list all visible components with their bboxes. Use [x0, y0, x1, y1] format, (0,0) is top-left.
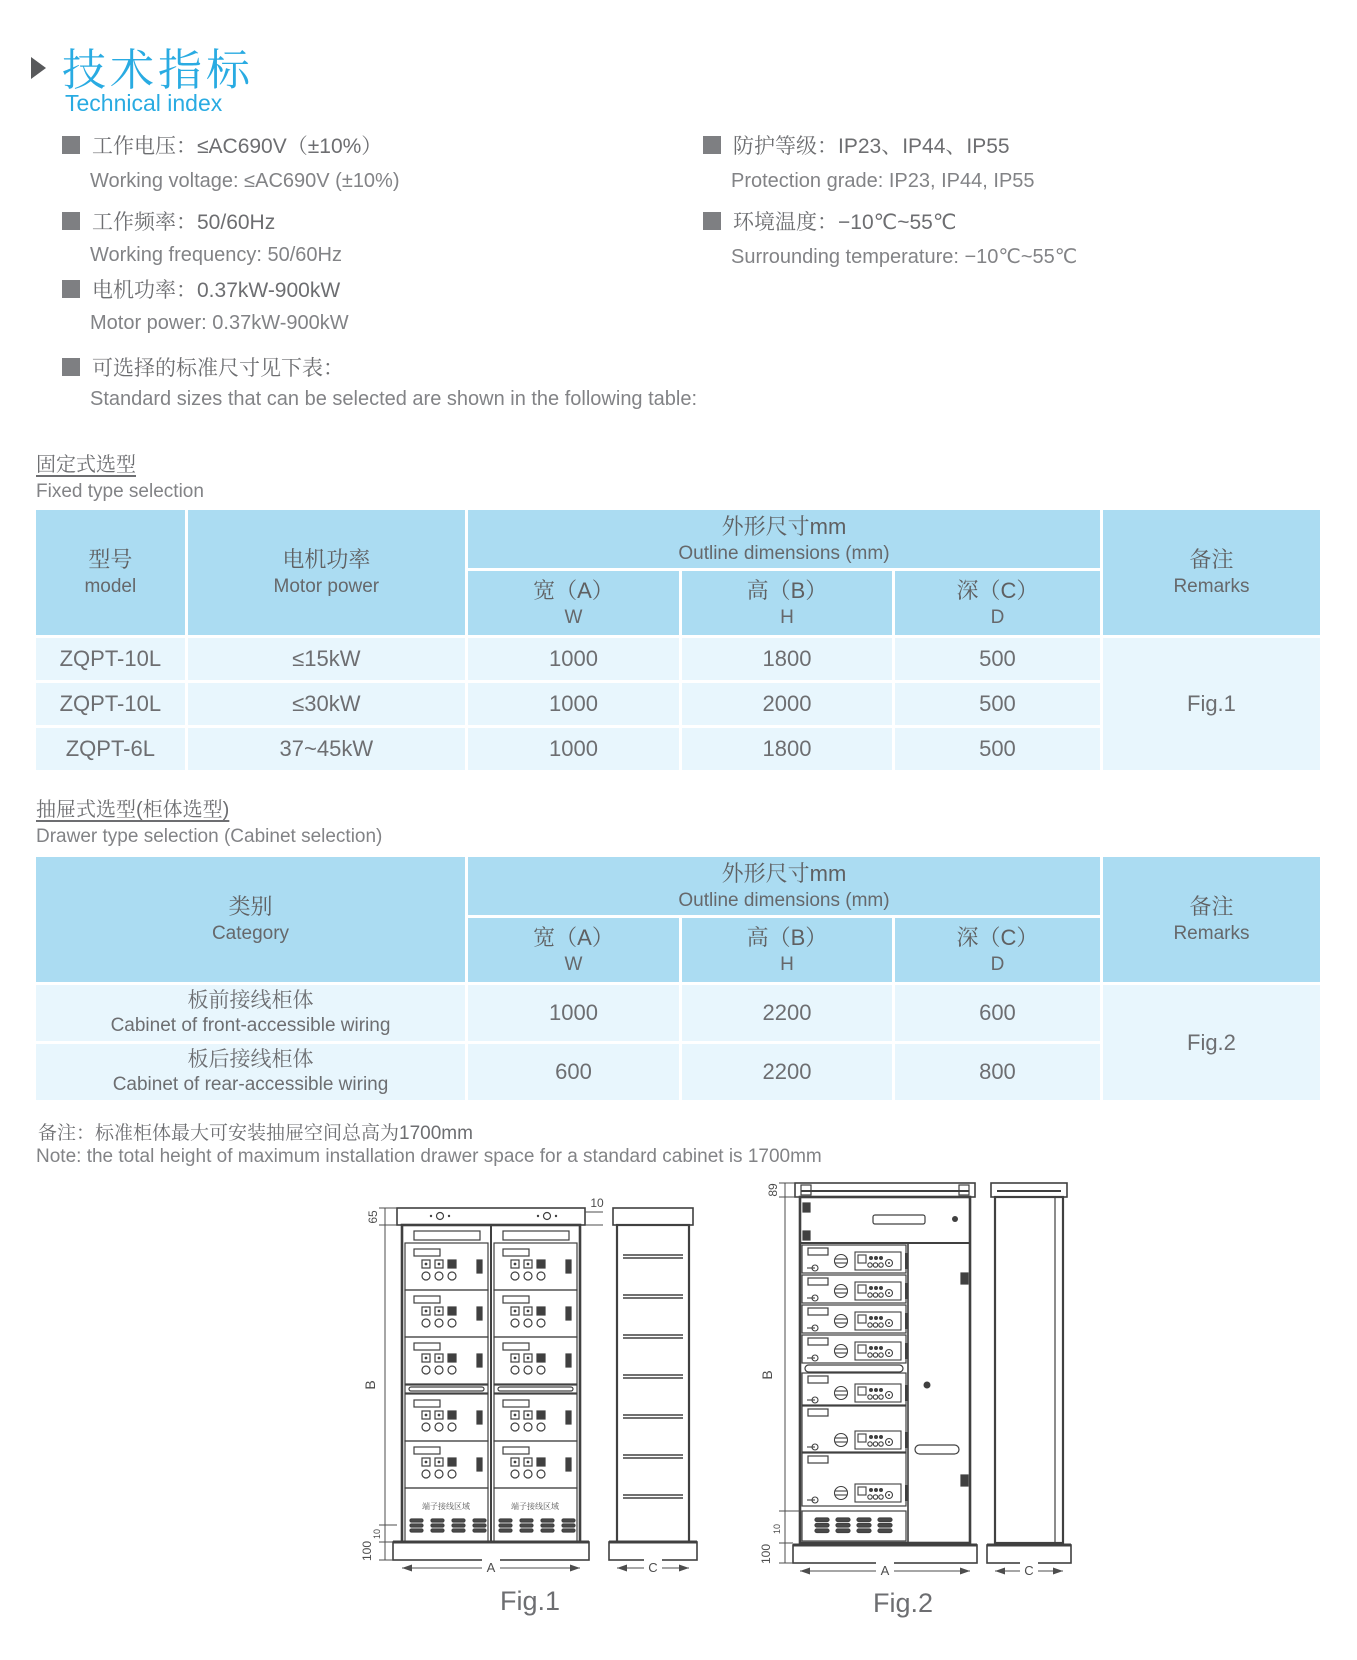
header-d-en: D: [990, 606, 1005, 628]
square-bullet-icon: [703, 212, 721, 230]
note-zh: 备注：标准柜体最大可安装抽屉空间总高为1700mm: [38, 1123, 473, 1144]
header-power-zh: 电机功率: [282, 547, 371, 573]
header-outline-en: Outline dimensions (mm): [678, 542, 890, 564]
fig2-dim-cap: 89: [766, 1183, 780, 1197]
spec-working-voltage: [62, 130, 382, 160]
header-h-zh: 高（B）: [746, 577, 828, 603]
spec-standard-sizes: [62, 352, 344, 382]
header-remarks-zh: 备注: [1189, 894, 1234, 920]
header-d-en: D: [990, 953, 1005, 975]
category-zh: 板后接线柜体: [187, 1048, 314, 1071]
col-header-depth: [895, 571, 1100, 635]
cell-model: ZQPT-10L: [36, 638, 185, 680]
header-outline-en: Outline dimensions (mm): [678, 889, 890, 911]
square-bullet-icon: [62, 280, 80, 298]
spec-motor-power: [62, 274, 340, 304]
fig1-dim-base: 100: [360, 1540, 374, 1562]
col-header-category: [36, 857, 465, 982]
header-h-zh: 高（B）: [746, 924, 828, 950]
col-header-depth: [895, 918, 1100, 982]
page-title-en: Technical index: [65, 90, 223, 116]
table-row: [36, 985, 1320, 1041]
table2-title-en: Drawer type selection (Cabinet selection): [36, 826, 383, 847]
fig2-caption: Fig.2: [872, 1588, 934, 1618]
category-en: Cabinet of front-accessible wiring: [110, 1015, 391, 1037]
header-h-en: H: [780, 953, 794, 975]
spec-working-frequency-en: Working frequency: 50/60Hz: [90, 244, 342, 266]
header-model-zh: 型号: [88, 547, 133, 573]
fig2-dim-base: 100: [759, 1543, 773, 1565]
cell-width: 1000: [468, 985, 679, 1041]
fig1-dim-depth: C: [648, 1560, 658, 1575]
spec-text-zh: 工作电压：≤AC690V（±10%）: [92, 135, 383, 158]
fixed-type-table: [33, 507, 1323, 773]
fig1-terminal-label: 端子接线区域: [422, 1502, 470, 1511]
header-w-zh: 宽（A）: [533, 924, 614, 950]
cell-height: 2200: [682, 985, 892, 1041]
header-h-en: H: [780, 606, 794, 628]
col-header-remarks: [1103, 510, 1320, 635]
cell-width: 1000: [468, 638, 679, 680]
fig2-dim-bottom-small: 10: [772, 1523, 782, 1535]
cell-category: [36, 985, 465, 1041]
header-w-en: W: [564, 953, 583, 975]
fig2-drawing: [755, 1145, 1075, 1625]
cell-width: 1000: [468, 683, 679, 725]
spec-working-voltage-en: Working voltage: ≤AC690V (±10%): [90, 170, 400, 192]
cell-width: 600: [468, 1044, 679, 1100]
header-d-zh: 深（C）: [956, 924, 1039, 950]
fig1-dim-top-right: 10: [590, 1196, 604, 1210]
cell-remarks: Fig.2: [1103, 985, 1320, 1100]
cell-height: 1800: [682, 728, 892, 770]
fig1-terminal-label: 端子接线区域: [511, 1502, 559, 1511]
spec-protection-grade: [703, 130, 1010, 160]
square-bullet-icon: [703, 136, 721, 154]
category-zh: 板前接线柜体: [187, 989, 314, 1012]
table1-title-zh: 固定式选型: [36, 454, 136, 476]
fig2-side-view: [987, 1183, 1071, 1563]
spec-surrounding-temperature-en: Surrounding temperature: −10℃~55℃: [731, 246, 1078, 268]
col-header-width: [468, 571, 679, 635]
fig1-dim-height: B: [362, 1380, 378, 1390]
cell-remarks: Fig.1: [1103, 638, 1320, 770]
header-remarks-en: Remarks: [1173, 923, 1250, 944]
fig1-drawing: [335, 1195, 705, 1580]
header-w-en: W: [564, 606, 583, 628]
header-category-en: Category: [211, 923, 290, 944]
col-header-height: [682, 571, 892, 635]
header-remarks-en: Remarks: [1173, 576, 1250, 597]
fig2-dim-width: A: [880, 1563, 890, 1578]
header-outline-zh: 外形尺寸mm: [721, 513, 847, 539]
fig2-dim-height: B: [759, 1370, 775, 1380]
table-row: [36, 638, 1320, 680]
header-model-en: model: [84, 576, 137, 597]
spec-standard-sizes-en: Standard sizes that can be selected are shown in the following table:: [90, 388, 698, 410]
col-header-remarks: [1103, 857, 1320, 982]
spec-surrounding-temperature: [703, 206, 956, 236]
cell-model: ZQPT-10L: [36, 683, 185, 725]
fig1-dim-cap: 65: [366, 1210, 380, 1224]
header-remarks-zh: 备注: [1189, 547, 1234, 573]
square-bullet-icon: [62, 212, 80, 230]
col-header-outline-dimensions: [468, 510, 1100, 568]
square-bullet-icon: [62, 136, 80, 154]
cell-depth: 800: [895, 1044, 1100, 1100]
table1-title-en: Fixed type selection: [36, 481, 204, 502]
col-header-width: [468, 918, 679, 982]
col-header-height: [682, 918, 892, 982]
fig1-dimension-lines: [379, 1208, 689, 1572]
cell-depth: 500: [895, 683, 1100, 725]
note-en: Note: the total height of maximum installation drawer space for a standard cabinet is 1700mm: [36, 1146, 822, 1167]
col-header-motor-power: [188, 510, 465, 635]
cell-model: ZQPT-6L: [36, 728, 185, 770]
fig2-dim-depth: C: [1024, 1563, 1034, 1578]
header-d-zh: 深（C）: [956, 577, 1039, 603]
fig1-caption: Fig.1: [499, 1586, 561, 1616]
cell-power: 37~45kW: [188, 728, 465, 770]
header-power-en: Motor power: [273, 576, 380, 597]
fig2-dimension-lines: [779, 1183, 1063, 1575]
spec-text-zh: 可选择的标准尺寸见下表：: [92, 357, 344, 380]
drawer-type-table: [33, 854, 1323, 1103]
col-header-model: [36, 510, 185, 635]
cell-power: ≤30kW: [188, 683, 465, 725]
cell-depth: 600: [895, 985, 1100, 1041]
section-arrow-icon: [31, 57, 46, 79]
page-title-zh: 技术指标: [62, 46, 254, 95]
cell-height: 2000: [682, 683, 892, 725]
spec-motor-power-en: Motor power: 0.37kW-900kW: [90, 312, 349, 334]
spec-protection-grade-en: Protection grade: IP23, IP44, IP55: [731, 170, 1035, 192]
cell-category: [36, 1044, 465, 1100]
spec-text-zh: 防护等级：IP23、IP44、IP55: [733, 135, 1010, 158]
fig1-dim-width: A: [486, 1560, 496, 1575]
fig1-side-view: [609, 1208, 697, 1560]
cell-height: 2200: [682, 1044, 892, 1100]
cell-depth: 500: [895, 638, 1100, 680]
header-category-zh: 类别: [228, 894, 273, 920]
cell-height: 1800: [682, 638, 892, 680]
col-header-outline-dimensions: [468, 857, 1100, 915]
header-outline-zh: 外形尺寸mm: [721, 860, 847, 886]
spec-text-zh: 电机功率：0.37kW-900kW: [92, 279, 341, 302]
spec-working-frequency: [62, 206, 275, 236]
category-en: Cabinet of rear-accessible wiring: [112, 1074, 389, 1096]
spec-text-zh: 环境温度：−10℃~55℃: [733, 211, 957, 234]
table2-title-zh: 抽屉式选型(柜体选型): [36, 799, 230, 821]
spec-text-zh: 工作频率：50/60Hz: [92, 211, 276, 234]
header-w-zh: 宽（A）: [533, 577, 614, 603]
square-bullet-icon: [62, 358, 80, 376]
cell-depth: 500: [895, 728, 1100, 770]
cell-width: 1000: [468, 728, 679, 770]
fig2-front-view: [793, 1183, 977, 1563]
cell-power: ≤15kW: [188, 638, 465, 680]
fig1-dim-bottom-small: 10: [372, 1528, 382, 1540]
